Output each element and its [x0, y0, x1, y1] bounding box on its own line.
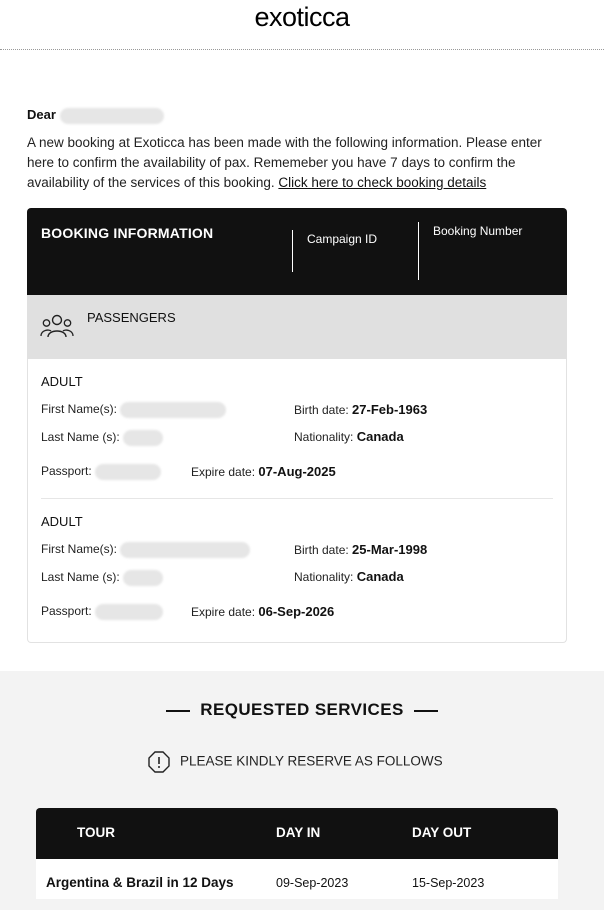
redacted-last-name [123, 430, 163, 446]
last-name-row [41, 570, 163, 586]
nationality-value: Canada [356, 569, 404, 584]
redacted-first-name [120, 402, 226, 418]
people-icon [40, 313, 74, 339]
first-name-label: First Name(s): [41, 542, 117, 557]
expire-date-value: 06-Sep-2026 [258, 604, 335, 619]
greeting-prefix: Dear [27, 107, 56, 122]
column-tour: TOUR [77, 825, 116, 840]
passengers-header [27, 295, 567, 359]
nationality-row [294, 429, 404, 444]
nationality-label: Nationality: [294, 430, 354, 444]
last-name-label: Last Name (s): [41, 570, 120, 585]
passport-label: Passport: [41, 464, 92, 479]
passport-label: Passport: [41, 604, 92, 619]
expire-date-row [191, 464, 336, 479]
services-table [36, 808, 558, 899]
passenger-type: ADULT [41, 374, 83, 389]
services-table-header [36, 808, 558, 859]
campaign-id-label: Campaign ID [307, 232, 378, 246]
column-day-out: DAY OUT [412, 825, 472, 840]
nationality-row [294, 569, 404, 584]
expire-date-label: Expire date: [191, 605, 256, 619]
expire-date-row [191, 604, 334, 619]
passengers-label: PASSENGERS [87, 310, 176, 325]
birth-date-label: Birth date: [294, 403, 349, 417]
day-in-value: 09-Sep-2023 [276, 876, 349, 890]
birth-date-row [294, 542, 427, 557]
exclamation-octagon-icon [148, 751, 170, 773]
title-dash [414, 710, 438, 712]
first-name-row [41, 402, 226, 418]
requested-services-title [0, 700, 604, 720]
first-name-label: First Name(s): [41, 402, 117, 417]
booking-number-label: Booking Number [433, 224, 523, 238]
passport-row [41, 464, 161, 480]
requested-services-label: REQUESTED SERVICES [200, 700, 404, 719]
birth-date-value: 25-Mar-1998 [352, 542, 428, 557]
column-day-in: DAY IN [276, 825, 321, 840]
day-out-value: 15-Sep-2023 [412, 876, 485, 890]
nationality-label: Nationality: [294, 570, 354, 584]
header-separator [418, 222, 419, 280]
header-divider [0, 49, 604, 50]
nationality-value: Canada [356, 429, 404, 444]
redacted-passport [95, 464, 161, 480]
title-dash [166, 710, 190, 712]
last-name-row [41, 430, 163, 446]
booking-information-header [27, 208, 567, 295]
booking-details-link[interactable]: Click here to check booking details [278, 175, 487, 190]
expire-date-value: 07-Aug-2025 [258, 464, 336, 479]
redacted-passport [95, 604, 163, 620]
header-separator [292, 230, 293, 272]
expire-date-label: Expire date: [191, 465, 256, 479]
passport-row [41, 604, 163, 620]
intro-text: A new booking at Exoticca has been made with the following information. Please enter here to confirm the availability of pax. Rememeber you have 7 days to confirm the availability of the services of this booking. [27, 135, 542, 190]
logo-text: exoticca [254, 2, 350, 32]
reserve-note [148, 751, 443, 773]
tour-name: Argentina & Brazil in 12 Days [46, 875, 234, 890]
redacted-name [60, 108, 164, 124]
passenger-type: ADULT [41, 514, 83, 529]
greeting [27, 107, 164, 124]
redacted-last-name [123, 570, 163, 586]
birth-date-row [294, 402, 427, 417]
birth-date-value: 27-Feb-1963 [352, 402, 428, 417]
booking-information-title: BOOKING INFORMATION [41, 225, 214, 241]
first-name-row [41, 542, 250, 558]
passengers-list [27, 359, 567, 643]
last-name-label: Last Name (s): [41, 430, 120, 445]
birth-date-label: Birth date: [294, 543, 349, 557]
reserve-note-text: PLEASE KINDLY RESERVE AS FOLLOWS [180, 753, 443, 769]
exoticca-logo [0, 2, 604, 33]
passenger-divider [41, 498, 553, 499]
intro-paragraph [27, 133, 567, 193]
table-row [36, 859, 558, 899]
redacted-first-name [120, 542, 250, 558]
